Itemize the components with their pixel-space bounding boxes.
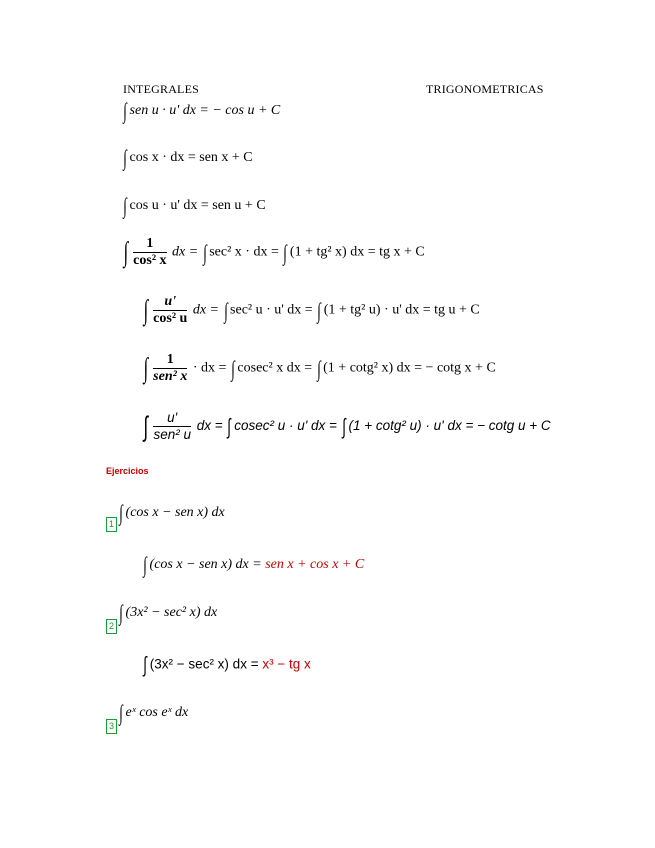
formula-2 — [122, 145, 253, 171]
exercise-2-solution: ∫ (3x² − sec² x) dx = x³ − tg x — [143, 652, 311, 677]
integral-sign: ∫ — [123, 145, 127, 170]
formula-1-lhs: sen u · u' dx = — [129, 103, 209, 119]
exercise-1-problem: ∫ (cos x − sen x) dx — [119, 500, 225, 525]
integral-sign: ∫ — [119, 500, 123, 525]
integral-sign: ∫ — [119, 700, 123, 725]
integral-sign: ∫ — [143, 410, 149, 442]
integral-sign: ∫ — [231, 355, 235, 381]
formula-3-text: cos u · u' dx = sen u + C — [129, 198, 266, 214]
formula-7: ∫ $\frac{u'}{\text{sen² u}}$ dx = ∫ cosec² u · u' dx = ∫ (1 + cotg² u) · u' dx = − cotg u + C — [143, 410, 551, 442]
formula-2-text: cos x · dx = sen x + C — [129, 150, 253, 166]
exercise-2-number: 2 — [106, 616, 117, 634]
integral-sign: ∫ — [317, 297, 322, 323]
formula-7-fraction: $\frac{u'}{\text{sen² u}}$ — [153, 410, 191, 442]
integral-sign: ∫ — [143, 352, 149, 384]
integral-sign: ∫ — [227, 413, 232, 439]
exercise-1-number: 1 — [106, 514, 117, 532]
integral-sign: ∫ — [143, 652, 147, 677]
formula-6-fraction: $\frac{1}{\text{sen² x}}$ — [153, 352, 188, 384]
integral-sign: ∫ — [316, 355, 321, 381]
exercise-1-solution: ∫ (cos x − sen x) dx = sen x + cos x + C — [143, 552, 365, 577]
integral-sign: ∫ — [283, 239, 288, 265]
formula-3 — [122, 193, 266, 219]
integral-sign: ∫ — [123, 193, 127, 218]
integral-sign: ∫ — [123, 236, 129, 268]
integral-sign: ∫ — [119, 600, 123, 625]
formula-5: ∫ $\frac{u'}{\text{cos² u}}$ dx = ∫ sec² u · u' dx = ∫ (1 + tg² u) · u' dx = tg u + C — [143, 294, 480, 326]
integral-sign: ∫ — [143, 552, 147, 577]
formula-6: ∫ $\frac{1}{\text{sen² x}}$ · dx = ∫ cosec² x dx = ∫ (1 + cotg² x) dx = − cotg x + C — [143, 352, 496, 384]
exercise-3-number: 3 — [106, 716, 117, 734]
exercise-2-problem: ∫ (3x² − sec² x) dx — [119, 600, 218, 625]
integral-sign: ∫ — [202, 239, 207, 265]
formula-5-fraction: $\frac{u'}{\text{cos² u}}$ — [153, 294, 188, 326]
exercise-1-answer: sen x + cos x + C — [265, 557, 365, 573]
integral-sign: ∫ — [341, 413, 346, 439]
header-right: TRIGONOMETRICAS — [426, 82, 544, 96]
integral-sign: ∫ — [223, 297, 228, 323]
formula-1-rhs: − cos u + C — [212, 103, 281, 119]
formula-4-fraction: $\frac{1}{\text{cos² x}}$ — [133, 236, 167, 268]
header-left: INTEGRALES — [123, 82, 199, 96]
integral-sign: ∫ — [143, 294, 149, 326]
formula-4: ∫ $\frac{1}{\text{cos² x}}$ dx = ∫ sec² x · dx = ∫ (1 + tg² x) dx = tg x + C — [123, 236, 425, 268]
ejercicios-title: Ejercicios — [106, 466, 149, 476]
exercise-2-answer: x³ − tg x — [262, 656, 311, 672]
exercise-3-problem: ∫ eˣ cos eˣ dx — [119, 700, 189, 725]
formula-1 — [122, 98, 280, 124]
integral-sign: ∫ — [123, 98, 127, 123]
